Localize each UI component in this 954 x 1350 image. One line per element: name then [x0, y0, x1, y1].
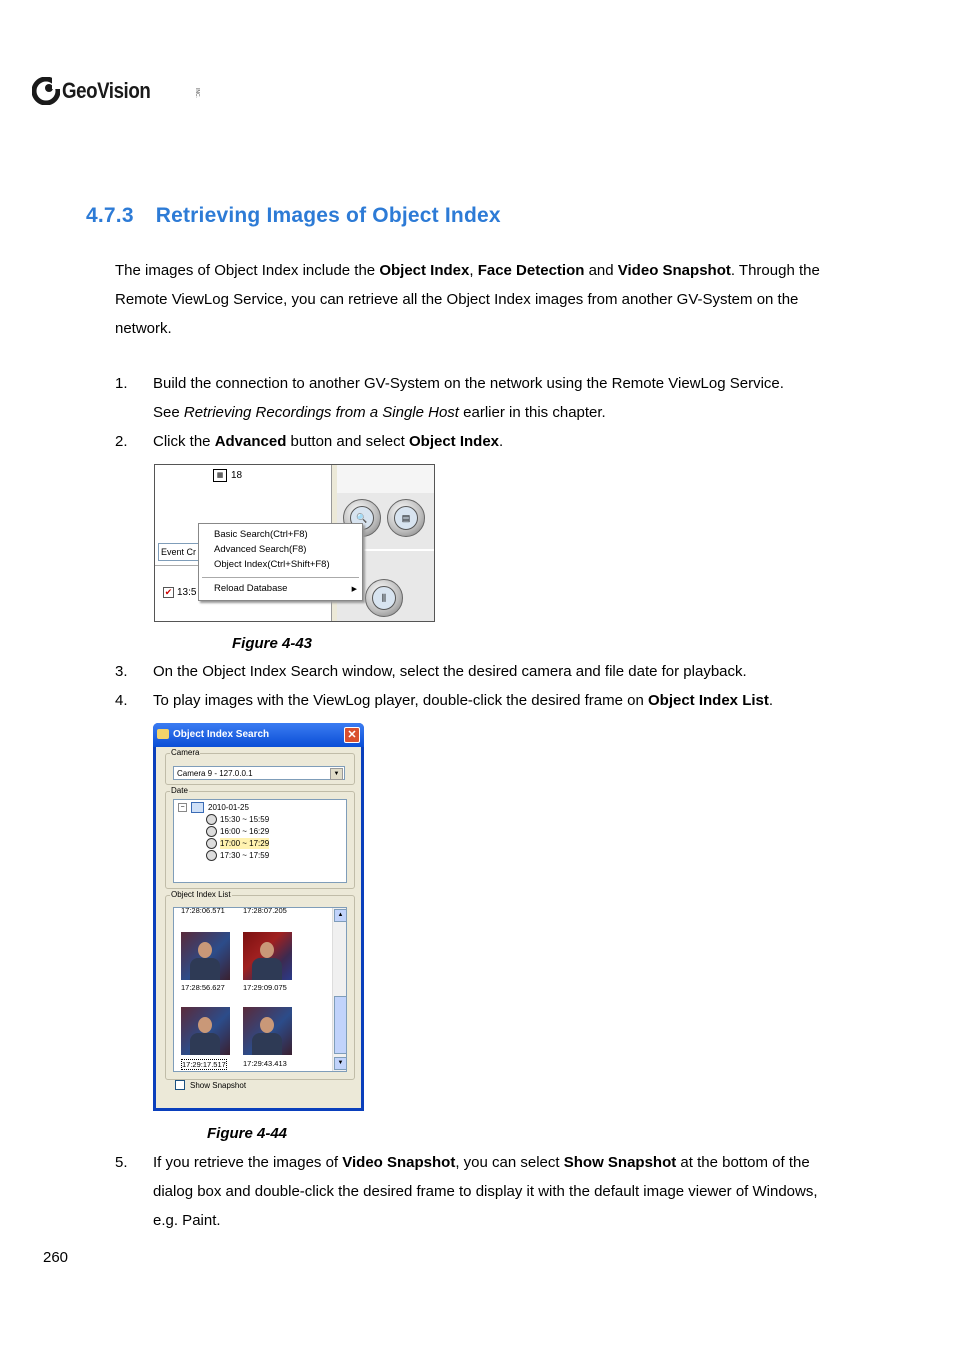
sliders-icon: ⫼	[372, 586, 396, 610]
scroll-thumb[interactable]	[334, 996, 347, 1054]
section-heading	[86, 204, 501, 228]
thumb-body	[190, 1033, 220, 1055]
time-range-item[interactable]	[206, 850, 269, 861]
figure-4-43-screenshot	[154, 464, 435, 622]
collapse-icon[interactable]: −	[178, 803, 187, 812]
camera-select-value: Camera 9 - 127.0.0.1	[177, 769, 253, 778]
step-2	[115, 427, 855, 456]
tree-root[interactable]	[178, 802, 249, 813]
show-snapshot-checkbox[interactable]	[175, 1080, 185, 1090]
figure-caption: Figure 4-44	[207, 1125, 288, 1142]
tree-item[interactable]	[213, 469, 242, 482]
time-range-item-selected[interactable]	[206, 838, 269, 849]
reference-title: Retrieving Recordings from a Single Host	[183, 404, 459, 421]
clock-icon	[206, 826, 217, 837]
checkbox-checked-icon[interactable]: ✔	[164, 587, 173, 597]
panel-top	[337, 465, 434, 493]
intro-bold-video-snapshot: Video Snapshot	[617, 262, 731, 279]
frame-thumbnail[interactable]	[181, 1007, 230, 1055]
frame-thumbnail[interactable]	[181, 932, 230, 980]
frame-timestamp: 17:28:56.627	[181, 983, 225, 992]
camera-label: Camera	[171, 748, 200, 757]
menu-separator	[202, 577, 359, 578]
step-text: To play images with the ViewLog player, double-click the desired frame on	[153, 692, 648, 709]
step-text: earlier in this chapter.	[458, 404, 606, 421]
calendar-icon	[191, 802, 204, 813]
intro-text: The images of Object Index include the	[115, 262, 380, 279]
time-range-label: 17:30 ~ 17:59	[220, 851, 270, 860]
menu-item-object-index[interactable]: Object Index(Ctrl+Shift+F8)	[214, 559, 330, 570]
clock-icon	[206, 850, 217, 861]
intro-bold-face-detection: Face Detection	[477, 262, 585, 279]
frame-timestamp: 17:29:43.413	[243, 1059, 287, 1068]
step-5	[115, 1148, 855, 1235]
page-number: 260	[43, 1249, 69, 1266]
step-text: Build the connection to another GV-System on the network using the Remote ViewLog Service.	[153, 375, 784, 392]
intro-bold-object-index: Object Index	[379, 262, 470, 279]
section-title: Retrieving Images of Object Index	[155, 204, 501, 227]
step-bold: Video Snapshot	[342, 1154, 456, 1171]
step-number: 3.	[115, 663, 128, 680]
clock-icon	[206, 838, 217, 849]
figure-caption: Figure 4-43	[232, 635, 313, 652]
frame-thumbnail[interactable]	[243, 932, 292, 980]
time-range-item[interactable]	[206, 826, 269, 837]
step-bold: Object Index	[408, 433, 500, 450]
date-tree	[173, 799, 347, 883]
show-snapshot-label: Show Snapshot	[190, 1080, 247, 1090]
step-bold: Advanced	[214, 433, 287, 450]
step-text: .	[768, 692, 774, 709]
scroll-down-icon[interactable]: ▼	[334, 1057, 347, 1070]
event-row[interactable]	[163, 587, 196, 598]
time-range-label: 15:30 ~ 15:59	[220, 815, 270, 824]
app-icon	[157, 729, 169, 739]
intro-text: and	[584, 262, 618, 279]
step-1	[115, 369, 855, 427]
camera-select[interactable]	[173, 766, 345, 780]
step-text: On the Object Index Search window, select the desired camera and file date for playback.	[153, 663, 747, 680]
step-number: 1.	[115, 375, 128, 392]
step-number: 2.	[115, 433, 128, 450]
step-text: If you retrieve the images of	[153, 1154, 343, 1171]
menu-item-reload-database[interactable]: Reload Database	[214, 583, 288, 594]
menu-item-advanced-search[interactable]: Advanced Search(F8)	[214, 544, 307, 555]
folder-icon: ▦	[213, 469, 227, 482]
section-number: 4.7.3	[86, 204, 134, 227]
frame-timestamp-focused: 17:29:17.517	[182, 1060, 226, 1069]
intro-paragraph	[115, 256, 855, 343]
window-title: Object Index Search	[173, 729, 270, 740]
frame-timestamp: 17:28:06.571	[181, 907, 225, 915]
step-number: 4.	[115, 692, 128, 709]
date-label: Date	[171, 786, 188, 795]
event-field[interactable]: Event Cr	[158, 543, 202, 561]
step-text: , you can select	[455, 1154, 564, 1171]
geovision-logo-icon	[32, 77, 60, 105]
chevron-down-icon[interactable]: ▼	[330, 768, 343, 780]
object-index-list-label: Object Index List	[171, 890, 231, 899]
menu-item-basic-search[interactable]: Basic Search(Ctrl+F8)	[214, 529, 308, 540]
scroll-up-icon[interactable]: ▲	[334, 909, 347, 922]
search-icon: 🔍	[350, 506, 374, 530]
thumb-face	[260, 942, 274, 958]
frame-thumbnail[interactable]	[243, 1007, 292, 1055]
time-range-label: 16:00 ~ 16:29	[220, 827, 270, 836]
close-button[interactable]: ✕	[344, 727, 360, 743]
step-bold: Object Index List	[648, 692, 769, 709]
step-text: button and select	[286, 433, 409, 450]
thumb-face	[260, 1017, 274, 1033]
geovision-logo	[32, 74, 200, 108]
brand-tm: INC.	[194, 88, 200, 98]
brand-name: GeoVision	[62, 78, 151, 103]
step-3	[115, 657, 855, 686]
object-index-search-window	[153, 723, 364, 1111]
step-bold: Show Snapshot	[563, 1154, 677, 1171]
step-text: at the bottom of the dialog box and double-click the desired frame to display it with the default image viewer of Windows, e.g. Paint.	[153, 1154, 818, 1229]
step-4	[115, 686, 855, 715]
thumb-face	[198, 942, 212, 958]
tree-item-label: 18	[231, 470, 243, 481]
intro-text: . Through the Remote ViewLog Service, you can retrieve all the Object Index images from another GV-System on the network.	[115, 262, 820, 337]
thumb-body	[252, 958, 282, 980]
clock-icon	[206, 814, 217, 825]
intro-text: ,	[469, 262, 478, 279]
step-text: See	[153, 404, 184, 421]
window-body	[156, 747, 361, 1108]
submenu-arrow-icon: ▶	[351, 586, 357, 593]
clipboard-icon: ▤	[394, 506, 418, 530]
time-range-label: 17:00 ~ 17:29	[220, 839, 270, 848]
clipboard-button[interactable]	[387, 499, 425, 537]
step-text: .	[499, 433, 504, 450]
settings-button[interactable]	[365, 579, 403, 617]
thumb-body	[190, 958, 220, 980]
tree-root-label: 2010-01-25	[208, 803, 249, 812]
step-number: 5.	[115, 1154, 128, 1171]
event-time: 13:5	[177, 587, 197, 598]
step-text: Click the	[153, 433, 215, 450]
list-scrollbar[interactable]	[332, 908, 346, 1071]
thumb-body	[252, 1033, 282, 1055]
thumb-face	[198, 1017, 212, 1033]
time-range-item[interactable]	[206, 814, 269, 825]
window-titlebar[interactable]	[153, 723, 364, 747]
advanced-context-menu	[198, 523, 363, 601]
frame-timestamp: 17:28:07.205	[243, 907, 287, 915]
frame-timestamp: 17:29:09.075	[243, 983, 287, 992]
object-index-list	[173, 907, 347, 1072]
show-snapshot-option[interactable]	[175, 1080, 246, 1090]
